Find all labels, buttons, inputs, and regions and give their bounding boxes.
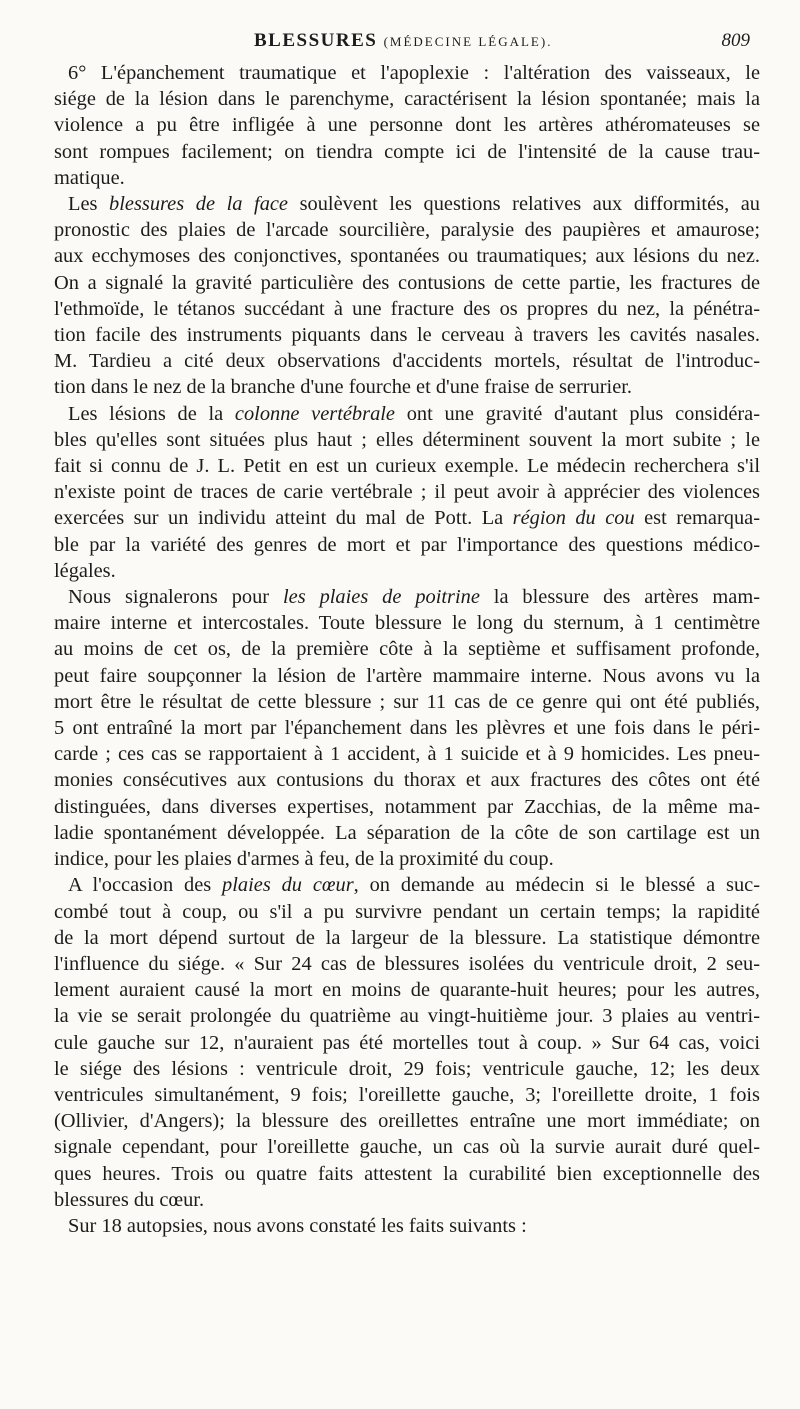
text-line: mort être le résultat de cette blessure ; sur 11 cas de ce genre qui ont été publiés, — [54, 690, 760, 713]
running-header — [54, 26, 760, 60]
text-line: aux ecchymoses des conjonctives, spontanées ou traumatiques; aux lésions du nez. — [54, 245, 760, 268]
text-run: la blessure des artères mam- — [479, 586, 760, 609]
running-title-main: BLESSURES — [254, 30, 378, 51]
text-line: sont rompues facilement; on tiendra compte ici de l'intensité de la cause trau- — [54, 140, 760, 163]
text-line — [54, 191, 760, 217]
text-line: la vie se serait prolongée du quatrième au vingt-huitième jour. 3 plaies au ventri- — [54, 1005, 760, 1028]
text-line: Sur 18 autopsies, nous avons constaté les faits suivants : — [68, 1214, 527, 1237]
text-line: M. Tardieu a cité deux observations d'accidents mortels, résultat de l'introduc- — [54, 350, 760, 373]
text-line: peut faire soupçonner la lésion de l'artère mammaire interne. Nous avons vu la — [54, 664, 760, 687]
paragraph — [54, 60, 760, 191]
text-line — [54, 872, 760, 898]
text-run: Les lésions de la — [68, 402, 235, 425]
text-line: ques heures. Trois ou quatre faits attestent la curabilité bien exceptionnelle des — [54, 1162, 760, 1185]
paragraph — [54, 872, 760, 1213]
text-line: On a signalé la gravité particulière des contusions de cette partie, les fractures de — [54, 271, 760, 294]
paragraph — [54, 191, 760, 401]
text-line: légales. — [54, 559, 116, 582]
text-line: carde ; ces cas se rapportaient à 1 accident, à 1 suicide et à 9 homicides. Les pneu- — [54, 743, 760, 766]
page-number: 809 — [721, 30, 750, 51]
running-title-subtitle: (MÉDECINE LÉGALE). — [383, 34, 553, 49]
text-line: violence a pu être infligée à une personne dont les artères athéromateuses se — [54, 114, 760, 137]
text-line: pronostic des plaies de l'arcade sourcilière, paralysie des paupières et amaurose; — [54, 219, 760, 242]
text-line: le siége des lésions : ventricule droit, 29 fois; ventricule gauche, 12; les deux — [54, 1057, 760, 1080]
body-text — [54, 60, 760, 1239]
text-line: fait si connu de J. L. Petit en est un curieux exemple. Le médecin recherchera s'il — [54, 455, 760, 478]
italic-term: les plaies de poitrine — [283, 586, 480, 609]
text-line: indice, pour les plaies d'armes à feu, de la proximité du coup. — [54, 848, 554, 871]
text-line: blessures du cœur. — [54, 1188, 205, 1211]
text-run: ont une gravité d'autant plus considéra- — [394, 402, 760, 425]
text-line: tion facile des instruments piquants dans le cerveau à travers les cavités nasales. — [54, 324, 760, 347]
paragraph — [54, 1213, 760, 1239]
text-line: monies consécutives aux contusions du thorax et aux fractures des côtes ont été — [54, 769, 760, 792]
text-line: 6° L'épanchement traumatique et l'apoplexie : l'altération des vaisseaux, le — [68, 62, 760, 84]
text-line: matique. — [54, 166, 125, 189]
text-run: exercées sur un individu atteint du mal de Pott. La — [54, 507, 513, 530]
text-line — [54, 505, 760, 531]
text-line: l'ethmoïde, le tétanos succédant à une fracture des os propres du nez, la pénétra- — [54, 297, 760, 320]
italic-term: blessures de la face — [109, 193, 288, 216]
text-line: au moins de cet os, de la première côte à la septième et suffisament profonde, — [54, 638, 760, 661]
text-line — [54, 401, 760, 427]
text-line — [54, 584, 760, 610]
text-line: bles qu'elles sont situées plus haut ; elles déterminent souvent la mort subite ; le — [54, 428, 760, 451]
text-line: cule gauche sur 12, n'auraient pas été mortelles tout à coup. » Sur 64 cas, voici — [54, 1031, 760, 1054]
text-run: , on demande au médecin si le blessé a suc- — [353, 874, 760, 897]
text-line: de la mort dépend surtout de la largeur de la blessure. La statistique démontre — [54, 926, 760, 949]
text-line: ble par la variété des genres de mort et par l'importance des questions médico- — [54, 533, 760, 556]
text-line: ventricules simultanément, 9 fois; l'oreillette gauche, 3; l'oreillette droite, 1 fois — [54, 1083, 760, 1106]
paragraph — [54, 584, 760, 872]
text-line: 5 ont entraîné la mort par l'épanchement dans les plèvres et une fois dans le péri- — [54, 717, 760, 740]
italic-term: région du cou — [512, 507, 635, 530]
text-line: ladie spontanément développée. La séparation de la côte de son cartilage est un — [54, 821, 760, 844]
italic-term: plaies du cœur — [222, 874, 354, 897]
text-line: maire interne et intercostales. Toute blessure le long du sternum, à 1 centimètre — [54, 612, 760, 635]
text-run: soulèvent les questions relatives aux difformités, au — [288, 193, 760, 216]
text-line: n'existe point de traces de carie vertébrale ; il peut avoir à apprécier des violences — [54, 481, 760, 504]
text-line: siége de la lésion dans le parenchyme, caractérisent la lésion spontanée; mais la — [54, 88, 760, 111]
text-line: (Ollivier, d'Angers); la blessure des oreillettes entraîne une mort immédiate; on — [54, 1110, 760, 1133]
text-line: l'influence du siége. « Sur 24 cas de blessures isolées du ventricule droit, 2 seu- — [54, 952, 760, 975]
text-line: distinguées, dans diverses expertises, notamment par Zacchias, de la même ma- — [54, 795, 760, 818]
text-run: est remarqua- — [634, 507, 760, 530]
text-run: Nous signalerons pour — [68, 586, 284, 609]
text-line: signale cependant, pour l'oreillette gauche, un cas où la survie aurait duré quel- — [54, 1136, 760, 1159]
italic-term: colonne vertébrale — [234, 402, 395, 425]
paragraph — [54, 401, 760, 584]
running-title — [254, 30, 552, 52]
text-line: lement auraient causé la mort en moins de quarante-huit heures; pour les autres, — [54, 979, 760, 1002]
text-run: Les — [68, 193, 110, 216]
text-line: tion dans le nez de la branche d'une fourche et d'une fraise de serrurier. — [54, 376, 633, 399]
text-run: A l'occasion des — [68, 874, 223, 897]
text-line: combé tout à coup, ou s'il a pu survivre pendant un certain temps; la rapidité — [54, 900, 760, 923]
